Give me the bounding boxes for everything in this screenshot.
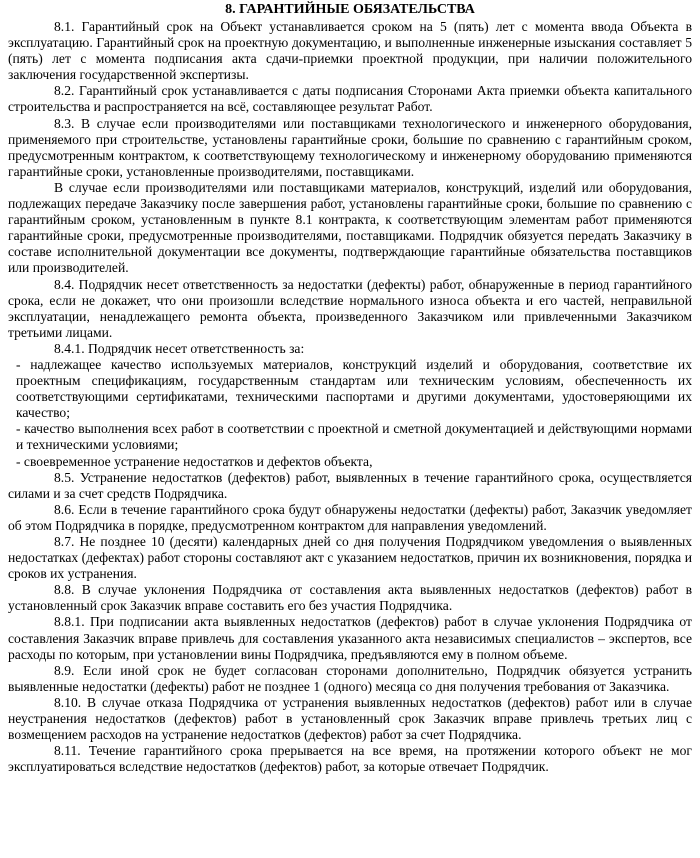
clause-8-4: 8.4. Подрядчик несет ответственность за недостатки (дефекты) работ, обнаруженные в период гарантийного срока, если не докажет, что они произошли вследствие нормального износа объекта и его частей, неправильной эксплуатации, ненадлежащего ремонта объекта, произведенного Заказчиком или привлеченными Заказчиком третьими лицами. bbox=[8, 276, 692, 340]
clause-8-1: 8.1. Гарантийный срок на Объект устанавливается сроком на 5 (пять) лет с момента ввода Объекта в эксплуатацию. Гарантийный срок на проектную документацию, и выполненные инженерные изыскания составляет 5 (пять) лет с момента подписания акта сдачи-приемки проектной продукции, при наличии положительного заключения государственной экспертизы. bbox=[8, 19, 692, 83]
clause-8-4-1: 8.4.1. Подрядчик несет ответственность за: bbox=[54, 340, 305, 356]
clause-8-9: 8.9. Если иной срок не будет согласован сторонами дополнительно, Подрядчик обязуется устранить выявленные недостатки (дефекты) работ не позднее 1 (одного) месяца со дня получения требования от Заказчика. bbox=[8, 662, 692, 694]
bullet-defect-elimination: - своевременное устранение недостатков и дефектов объекта, bbox=[16, 453, 373, 469]
clause-8-7: 8.7. Не позднее 10 (десяти) календарных дней со дня получения Подрядчиком уведомления о выявленных недостатках (дефектах) работ стороны составляют акт с указанием недостатков, причин их возникновения, порядка и сроков их устранения. bbox=[8, 534, 692, 582]
clause-8-6: 8.6. Если в течение гарантийного срока будут обнаружены недостатки (дефекты) работ, Заказчик уведомляет об этом Подрядчика в порядке, предусмотренном контрактом для направления уведомлений. bbox=[8, 501, 692, 533]
clause-8-8-1: 8.8.1. При подписании акта выявленных недостатков (дефектов) работ в случае уклонения Подрядчика от составления Заказчик вправе привлечь для составления указанного акта независимых специалистов – экспертов, все расходы по которым, при установлении вины Подрядчика, предъявляются ему в полном объеме. bbox=[8, 614, 692, 662]
section-title: 8. ГАРАНТИЙНЫЕ ОБЯЗАТЕЛЬСТВА bbox=[225, 2, 475, 17]
clause-8-10: 8.10. В случае отказа Подрядчика от устранения выявленных недостатков (дефектов) работ или в случае неустранения недостатков (дефектов) работ в установленный срок Заказчик вправе привлечь третьих лиц с возмещением расходов на устранение недостатков (дефектов) работ за счет Подрядчика. bbox=[8, 694, 692, 743]
clause-8-5: 8.5. Устранение недостатков (дефектов) работ, выявленных в течение гарантийного срока, осуществляется силами и за счет средств Подрядчика. bbox=[8, 469, 692, 501]
bullet-quality-materials: - надлежащее качество используемых материалов, конструкций изделий и оборудования, соответствие их проектным спецификациям, государственным стандартам или техническим условиям, обеспеченность их соответствующими сертификатами, техническими паспортами и другими документами, удостоверяющими их качество; bbox=[16, 356, 692, 421]
clause-8-2: 8.2. Гарантийный срок устанавливается с даты подписания Сторонами Акта приемки объекта капитального строительства и распространяется на всё, составляющее результат Работ. bbox=[8, 83, 692, 115]
bullet-quality-works: - качество выполнения всех работ в соответствии с проектной и сметной документацией и действующими нормами и техническими условиями; bbox=[16, 421, 692, 453]
clause-8-3: 8.3. В случае если производителями или поставщиками технологического и инженерного оборудования, применяемого при строительстве, установлены гарантийные сроки, большие по сравнению с гарантийным сроком, предусмотренным контрактом, к соответствующему технологическому и инженерному оборудованию применяются гарантийные сроки, установленные производителями, поставщиками. bbox=[8, 115, 692, 179]
document-page bbox=[8, 2, 692, 775]
clause-8-3-continued: В случае если производителями или поставщиками материалов, конструкций, изделий или оборудования, подлежащих передаче Заказчику после завершения работ, установлены гарантийные сроки, большие по сравнению с гарантийным сроком, установленным в пункте 8.1 контракта, к соответствующим элементам работ применяются гарантийные сроки, предусмотренные производителями, поставщиками. Подрядчик обязуется передать Заказчику в составе исполнительной документации все документы, подтверждающие гарантийные обязательства поставщиков или производителей. bbox=[8, 179, 692, 276]
clause-8-8: 8.8. В случае уклонения Подрядчика от составления акта выявленных недостатков (дефектов) работ в установленный срок Заказчик вправе составить его без участия Подрядчика. bbox=[8, 582, 692, 614]
clause-8-11: 8.11. Течение гарантийного срока прерывается на все время, на протяжении которого объект не мог эксплуатироваться вследствие недостатков (дефектов) работ, за которые отвечает Подрядчик. bbox=[8, 743, 692, 775]
